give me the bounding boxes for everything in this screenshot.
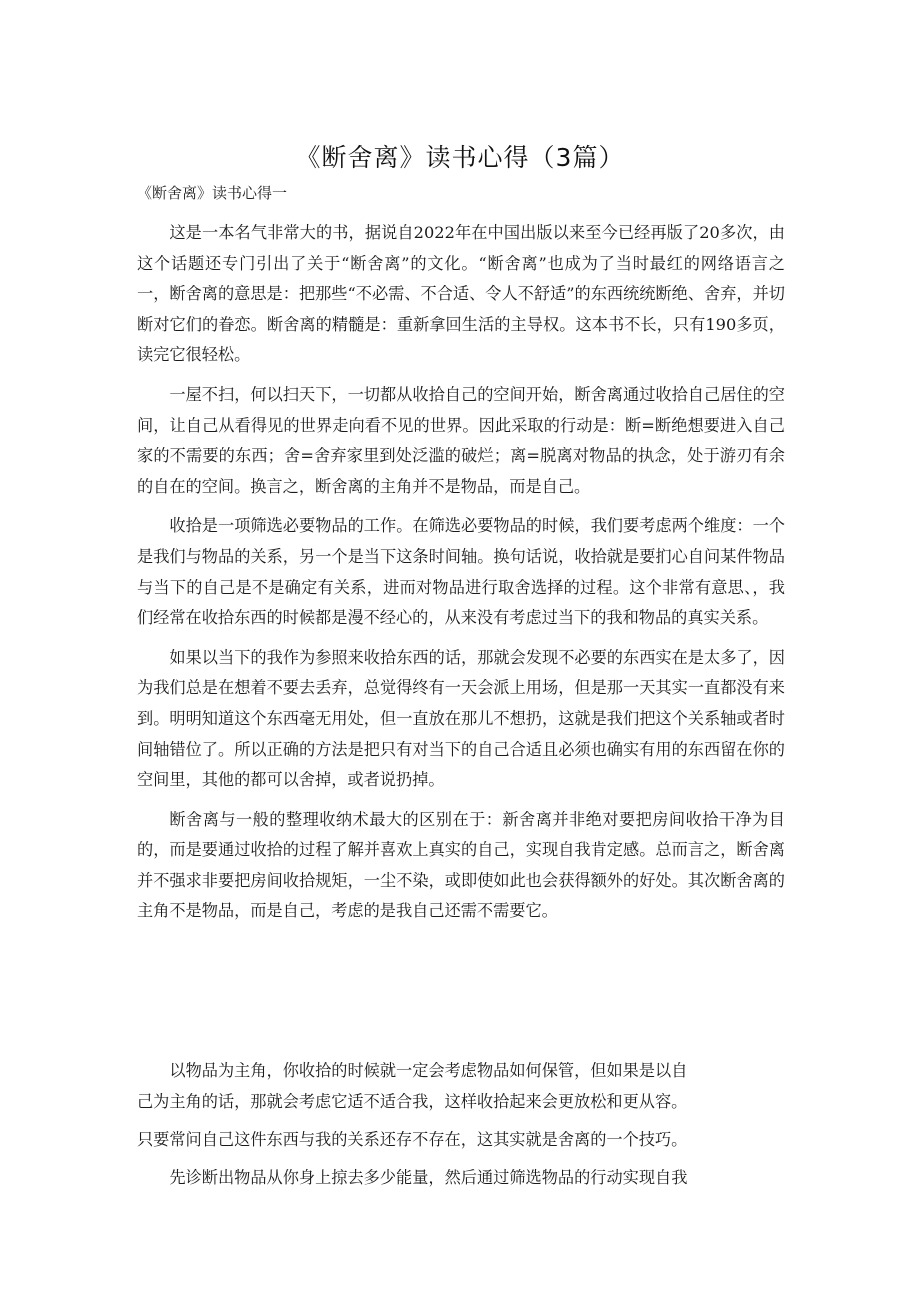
body-text: [137, 218, 785, 933]
paragraph: 断舍离与一般的整理收纳术最大的区别在于：新舍离并非绝对要把房间收拾干净为目的，而是要通过收拾的过程了解并喜欢上真实的自己，实现自我肯定感。总而言之，断舍离并不强求非要把房间收拾规矩，一尘不染，或即使如此也会获得额外的好处。其次断舍离的主角不是物品，而是自己，考虑的是我自己还需不需要它。: [137, 809, 785, 921]
document-title: 《断舍离》读书心得（3篇）: [295, 143, 625, 172]
loose-line: 己为主角的话，那就会考虑它适不适合我，这样收拾起来会更放松和更从容。: [137, 1092, 688, 1111]
loose-line: 只要常问自己这件东西与我的关系还存不存在，这其实就是舍离的一个技巧。: [137, 1130, 688, 1149]
paragraph: 如果以当下的我作为参照来收拾东西的话，那就会发现不必要的东西实在是太多了，因为我们总是在想着不要去丢弃，总觉得终有一天会派上用场，但是那一天其实一直都没有来到。明明知道这个东西毫无用处，但一直放在那儿不想扔，这就是我们把这个关系轴或者时间轴错位了。所以正确的方法是把只有对当下的自己合适且必须也确实有用的东西留在你的空间里，其他的都可以舍掉，或者说扔掉。: [137, 647, 785, 790]
paragraph: 收拾是一项筛选必要物品的工作。在筛选必要物品的时候，我们要考虑两个维度：一个是我们与物品的关系，另一个是当下这条时间轴。换句话说，收拾就是要扪心自问某件物品与当下的自己是不是确定有关系，进而对物品进行取舍选择的过程。这个非常有意思、，我们经常在收拾东西的时候都是漫不经心的，从来没有考虑过当下的我和物品的真实关系。: [137, 516, 785, 628]
section-subtitle: 《断舍离》读书心得一: [137, 184, 288, 202]
loose-line: 以物品为主角，你收拾的时候就一定会考虑物品如何保管，但如果是以自: [169, 1061, 688, 1080]
paragraph: 一屋不扫，何以扫天下，一切都从收拾自己的空间开始，断舍离通过收拾自己居住的空间，让自己从看得见的世界走向看不见的世界。因此采取的行动是：断=断绝想要进入自己家的不需要的东西；舍=舍弃家里到处泛滥的破烂；离=脱离对物品的执念，处于游刃有余的自在的空间。换言之，断舍离的主角并不是物品，而是自己。: [137, 384, 785, 496]
loose-line: 先诊断出物品从你身上掠去多少能量，然后通过筛选物品的行动实现自我: [169, 1168, 688, 1187]
paragraph: 这是一本名气非常大的书，据说自2022年在中国出版以来至今已经再版了20多次，由这个话题还专门引出了关于“断舍离”的文化。“断舍离”也成为了当时最红的网络语言之一，断舍离的意思是：把那些“不必需、不合适、令人不舒适”的东西统统断绝、舍弃，并切断对它们的眷恋。断舍离的精髓是：重新拿回生活的主导权。这本书不长，只有190多页，读完它很轻松。: [137, 223, 785, 365]
